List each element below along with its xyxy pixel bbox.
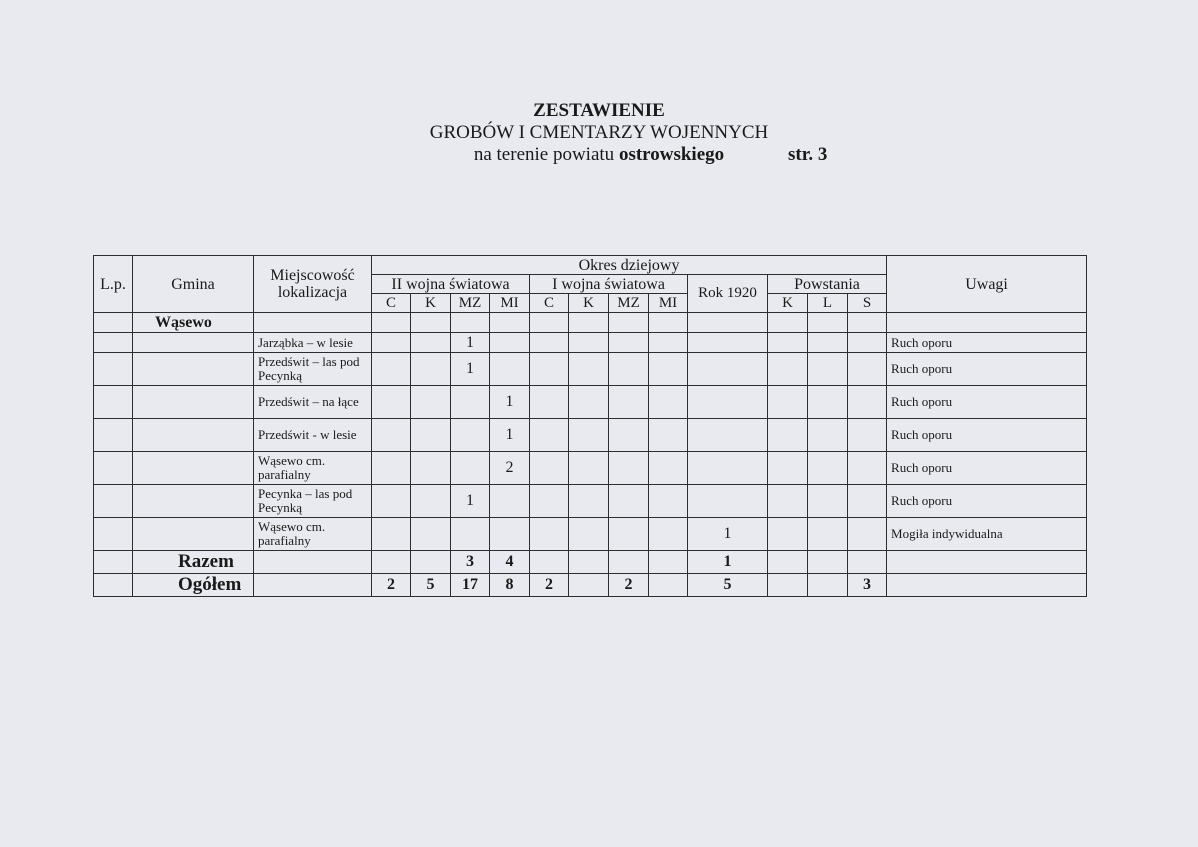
table-row <box>94 353 1087 386</box>
ogolem-label: Ogółem <box>133 574 254 597</box>
ogolem-powstania-s: 3 <box>848 574 887 597</box>
ogolem-ww2-c: 2 <box>372 574 411 597</box>
header-ww1-k: K <box>569 294 609 313</box>
rok1920-cell <box>688 452 768 485</box>
graves-table <box>93 255 1087 597</box>
rok1920-cell <box>688 333 768 353</box>
table-row <box>94 419 1087 452</box>
mi-cell: 1 <box>490 419 530 452</box>
area-line <box>0 144 1198 168</box>
table-row <box>94 518 1087 551</box>
header-ww1-c: C <box>530 294 569 313</box>
note-cell: Ruch oporu <box>887 386 1087 419</box>
ogolem-ww2-k: 5 <box>411 574 451 597</box>
mi-cell <box>490 353 530 386</box>
gmina-name: Wąsewo <box>133 313 254 333</box>
razem-rok1920: 1 <box>688 551 768 574</box>
document-title: ZESTAWIENIE <box>533 100 665 121</box>
area-name: ostrowskiego <box>618 144 725 165</box>
note-cell: Ruch oporu <box>887 485 1087 518</box>
rok1920-cell: 1 <box>688 518 768 551</box>
ogolem-rok1920: 5 <box>688 574 768 597</box>
note-cell: Mogiła indywidualna <box>887 518 1087 551</box>
header-okres: Okres dziejowy <box>372 256 887 275</box>
rok1920-cell <box>688 485 768 518</box>
area-text <box>0 144 1198 166</box>
table-row <box>94 386 1087 419</box>
header-uwagi: Uwagi <box>887 256 1087 313</box>
gmina-row <box>94 313 1087 333</box>
location-cell: Pecynka – las pod Pecynką <box>254 485 372 518</box>
razem-mi: 4 <box>490 551 530 574</box>
ogolem-ww2-mi: 8 <box>490 574 530 597</box>
ogolem-ww2-mz: 17 <box>451 574 490 597</box>
mz-cell: 1 <box>451 353 490 386</box>
location-cell: Jarząbka – w lesie <box>254 333 372 353</box>
location-cell: Przedświt - w lesie <box>254 419 372 452</box>
rok1920-cell <box>688 353 768 386</box>
razem-row <box>94 551 1087 574</box>
header-ww1: I wojna światowa <box>530 275 688 294</box>
table-row <box>94 485 1087 518</box>
header-ww2-mz: MZ <box>451 294 490 313</box>
note-cell: Ruch oporu <box>887 353 1087 386</box>
header-ww2-k: K <box>411 294 451 313</box>
mz-cell <box>451 452 490 485</box>
mz-cell <box>451 386 490 419</box>
header-powstania: Powstania <box>768 275 887 294</box>
rok1920-cell <box>688 386 768 419</box>
location-cell: Wąsewo cm. parafialny <box>254 452 372 485</box>
header-powstania-s: S <box>848 294 887 313</box>
location-cell: Przedświt – na łące <box>254 386 372 419</box>
header-lp: L.p. <box>94 256 133 313</box>
mz-cell <box>451 419 490 452</box>
mz-cell: 1 <box>451 485 490 518</box>
mi-cell <box>490 518 530 551</box>
header-miejscowosc: Miejscowość lokalizacja <box>254 256 372 313</box>
header-ww1-mi: MI <box>649 294 688 313</box>
table-row <box>94 333 1087 353</box>
document-header <box>0 100 1198 168</box>
razem-mz: 3 <box>451 551 490 574</box>
location-cell: Wąsewo cm. parafialny <box>254 518 372 551</box>
note-cell: Ruch oporu <box>887 452 1087 485</box>
header-ww2-mi: MI <box>490 294 530 313</box>
header-gmina: Gmina <box>133 256 254 313</box>
header-rok1920: Rok 1920 <box>688 275 768 313</box>
mi-cell: 2 <box>490 452 530 485</box>
mi-cell <box>490 485 530 518</box>
document-subtitle: GROBÓW I CMENTARZY WOJENNYCH <box>429 122 769 143</box>
note-cell: Ruch oporu <box>887 419 1087 452</box>
header-ww1-mz: MZ <box>609 294 649 313</box>
header-ww2: II wojna światowa <box>372 275 530 294</box>
mi-cell <box>490 333 530 353</box>
page-number: str. 3 <box>788 144 828 165</box>
rok1920-cell <box>688 419 768 452</box>
location-cell: Przedświt – las pod Pecynką <box>254 353 372 386</box>
note-cell: Ruch oporu <box>887 333 1087 353</box>
ogolem-row <box>94 574 1087 597</box>
header-powstania-l: L <box>808 294 848 313</box>
area-prefix: na terenie powiatu <box>473 144 619 165</box>
header-powstania-k: K <box>768 294 808 313</box>
mz-cell: 1 <box>451 333 490 353</box>
table-row <box>94 452 1087 485</box>
mi-cell: 1 <box>490 386 530 419</box>
mz-cell <box>451 518 490 551</box>
header-ww2-c: C <box>372 294 411 313</box>
ogolem-ww1-c: 2 <box>530 574 569 597</box>
ogolem-ww1-mz: 2 <box>609 574 649 597</box>
razem-label: Razem <box>133 551 254 574</box>
